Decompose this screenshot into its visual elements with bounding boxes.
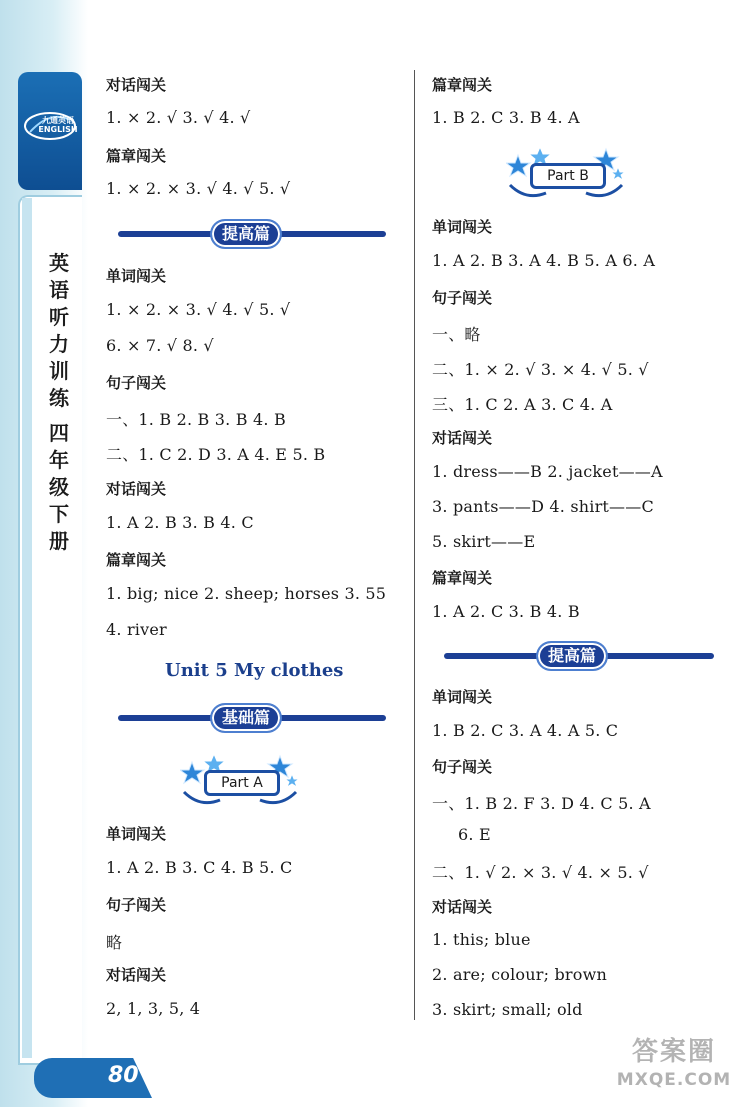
heading-words: 单词闯关 bbox=[432, 688, 493, 706]
heading-dialogue: 对话闯关 bbox=[432, 429, 493, 447]
answer-line: 二、1. × 2. √ 3. × 4. √ 5. √ bbox=[432, 360, 649, 379]
answer-line: 1. × 2. × 3. √ 4. √ 5. √ bbox=[106, 300, 291, 319]
publisher-logo-text: 九通英语 ENGLISH bbox=[38, 116, 78, 134]
answer-line: 二、1. √ 2. × 3. √ 4. × 5. √ bbox=[432, 863, 649, 882]
answer-line: 一、略 bbox=[432, 325, 481, 344]
answer-line: 1. × 2. × 3. √ 4. √ 5. √ bbox=[106, 179, 291, 198]
answer-line: 1. A 2. C 3. B 4. B bbox=[432, 602, 580, 621]
answer-line: 1. dress——B 2. jacket——A bbox=[432, 462, 663, 481]
section-bar-advanced bbox=[118, 219, 386, 249]
watermark bbox=[606, 1034, 742, 1102]
heading-passage: 篇章闯关 bbox=[432, 569, 493, 587]
spine-stripe bbox=[22, 198, 32, 1058]
part-label: Part B bbox=[530, 163, 606, 189]
heading-dialogue: 对话闯关 bbox=[106, 966, 167, 984]
part-a-badge bbox=[180, 752, 300, 812]
page-number: 80 bbox=[108, 1063, 139, 1088]
watermark-url: MXQE.COM bbox=[616, 1070, 732, 1090]
answer-line: 3. pants——D 4. shirt——C bbox=[432, 497, 654, 516]
heading-passage: 篇章闯关 bbox=[106, 551, 167, 569]
heading-passage: 篇章闯关 bbox=[432, 76, 493, 94]
answer-line: 1. A 2. B 3. B 4. C bbox=[106, 513, 254, 532]
heading-words: 单词闯关 bbox=[106, 267, 167, 285]
answer-line: 5. skirt——E bbox=[432, 532, 536, 551]
answer-line: 6. × 7. √ 8. √ bbox=[106, 336, 214, 355]
answer-line: 3. skirt; small; old bbox=[432, 1000, 583, 1019]
answer-line: 三、1. C 2. A 3. C 4. A bbox=[432, 395, 613, 414]
heading-sentences: 句子闯关 bbox=[432, 289, 493, 307]
answer-line: 1. this; blue bbox=[432, 930, 531, 949]
book-title: 英语听力训练 bbox=[49, 251, 69, 410]
answer-line: 一、1. B 2. F 3. D 4. C 5. A bbox=[432, 794, 651, 813]
part-b-badge bbox=[506, 145, 626, 205]
heading-passage: 篇章闯关 bbox=[106, 147, 167, 165]
heading-sentences: 句子闯关 bbox=[432, 758, 493, 776]
section-label: 提高篇 bbox=[210, 219, 282, 249]
answer-line: 二、1. C 2. D 3. A 4. E 5. B bbox=[106, 445, 326, 464]
book-grade: 四年级下册 bbox=[49, 421, 69, 553]
answer-line: 1. big; nice 2. sheep; horses 3. 55 bbox=[106, 584, 387, 603]
section-label: 基础篇 bbox=[210, 703, 282, 733]
section-bar-advanced bbox=[444, 641, 714, 671]
answer-line: 略 bbox=[106, 933, 123, 952]
unit-title: Unit 5 My clothes bbox=[165, 660, 344, 681]
answer-line: 2, 1, 3, 5, 4 bbox=[106, 999, 201, 1018]
column-divider bbox=[414, 70, 415, 1020]
answer-line: 6. E bbox=[458, 825, 491, 844]
part-label: Part A bbox=[204, 770, 280, 796]
heading-sentences: 句子闯关 bbox=[106, 896, 167, 914]
section-bar-basic bbox=[118, 703, 386, 733]
heading-words: 单词闯关 bbox=[106, 825, 167, 843]
publisher-logo-block bbox=[18, 72, 82, 190]
answer-line: 1. A 2. B 3. C 4. B 5. C bbox=[106, 858, 293, 877]
answer-line: 1. × 2. √ 3. √ 4. √ bbox=[106, 108, 251, 127]
answer-line: 1. A 2. B 3. A 4. B 5. A 6. A bbox=[432, 251, 656, 270]
heading-dialogue: 对话闯关 bbox=[432, 898, 493, 916]
heading-sentences: 句子闯关 bbox=[106, 374, 167, 392]
answer-line: 一、1. B 2. B 3. B 4. B bbox=[106, 410, 286, 429]
heading-words: 单词闯关 bbox=[432, 218, 493, 236]
answer-line: 2. are; colour; brown bbox=[432, 965, 607, 984]
answer-line: 1. B 2. C 3. A 4. A 5. C bbox=[432, 721, 619, 740]
heading-dialogue: 对话闯关 bbox=[106, 76, 167, 94]
answer-line: 1. B 2. C 3. B 4. A bbox=[432, 108, 580, 127]
watermark-text: 答案圈 bbox=[631, 1037, 716, 1067]
section-label: 提高篇 bbox=[536, 641, 608, 671]
answer-line: 4. river bbox=[106, 620, 167, 639]
heading-dialogue: 对话闯关 bbox=[106, 480, 167, 498]
